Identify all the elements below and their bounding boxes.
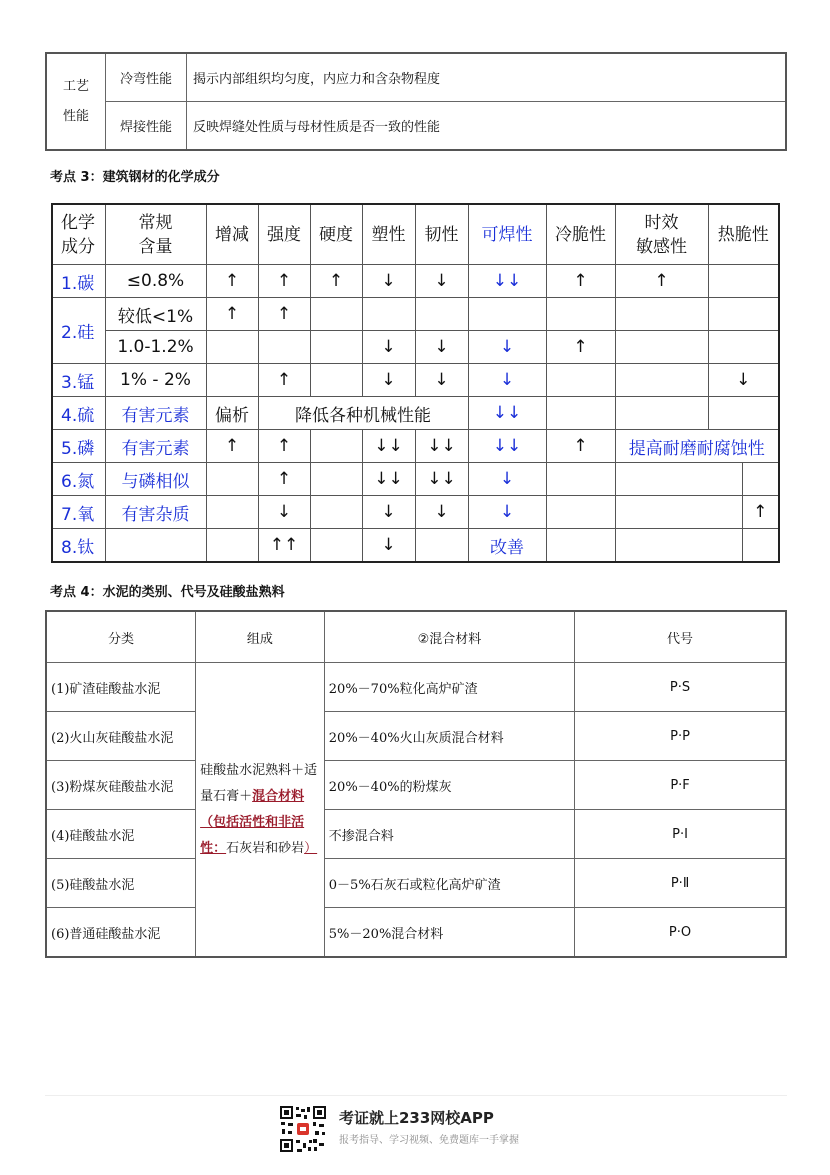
table-cell [105,529,206,563]
table-cell [615,298,708,331]
table-cell [708,331,779,364]
mix-material: 20%－70%粒化高炉矿渣 [324,663,574,712]
table-cell: ↑↑ [258,529,310,563]
element-name: 6.氮 [52,463,105,496]
table-cell: ↓↓ [468,397,546,430]
element-name: 5.磷 [52,430,105,463]
element-name: 4.硫 [52,397,105,430]
table-cell: ↓↓ [468,265,546,298]
table-cell: ↑ [742,496,779,529]
property-desc: 揭示内部组织均匀度，内应力和含杂物程度 [187,53,787,102]
footer-divider [45,1095,787,1096]
table-cell: 有害杂质 [105,496,206,529]
mix-material: 0－5%石灰石或粒化高炉矿渣 [324,859,574,908]
group-cell: 工艺 性能 [46,53,106,150]
table-cell: ↓ [362,364,415,397]
header-cell: 增减 [206,204,258,265]
cement-code: P·F [575,761,786,810]
composition-plain: 硅酸盐水泥熟料＋适量石膏＋ [200,762,318,804]
process-performance-table [45,52,787,151]
table-cell: 1% - 2% [105,364,206,397]
table-cell [546,529,615,563]
mix-material: 不掺混合料 [324,810,574,859]
table-cell: ↓ [468,331,546,364]
cement-code: P·Ⅰ [575,810,786,859]
table-cell: ↑ [258,265,310,298]
element-name: 7.氧 [52,496,105,529]
table-cell: ↓ [362,331,415,364]
header-cell: 热脆性 [708,204,779,265]
table-cell: ↑ [258,364,310,397]
table-cell [615,364,708,397]
property-name: 冷弯性能 [106,53,187,102]
composition-close: ） [304,840,318,856]
table-cell: ↑ [546,331,615,364]
table-cell: ↑ [206,298,258,331]
table-cell [206,331,258,364]
mix-material: 5%－20%混合材料 [324,908,574,958]
table-cell [546,298,615,331]
cement-kind: (6)普通硅酸盐水泥 [46,908,196,958]
header-cell: ②混合材料 [324,611,574,663]
mix-material: 20%－40%的粉煤灰 [324,761,574,810]
table-cell: ↑ [258,463,310,496]
cement-code: P·S [575,663,786,712]
table-cell: ↑ [546,265,615,298]
section-heading-4: 考点 4：水泥的类别、代号及硅酸盐熟料 [50,585,285,600]
table-cell: ↑ [206,430,258,463]
footer-title: 考证就上233网校APP [339,1109,494,1127]
header-cell: 塑性 [362,204,415,265]
header-cell: 代号 [575,611,786,663]
header-cell: 常规 含量 [105,204,206,265]
header-cell: 韧性 [415,204,468,265]
table-cell [468,298,546,331]
table-cell: ↑ [258,298,310,331]
property-name: 焊接性能 [106,102,187,151]
table-cell [206,364,258,397]
table-cell: ↑ [546,430,615,463]
table-cell: ↓ [468,463,546,496]
header-cell: 化学 成分 [52,204,105,265]
table-cell [310,364,362,397]
steel-chemical-composition-table [51,203,780,563]
cement-code: P·P [575,712,786,761]
section-heading-3: 考点 3：建筑钢材的化学成分 [50,170,220,185]
header-cell: 强度 [258,204,310,265]
table-cell [742,463,779,496]
element-name: 1.碳 [52,265,105,298]
table-cell: ↓ [415,265,468,298]
header-cell: 冷脆性 [546,204,615,265]
table-cell: 与磷相似 [105,463,206,496]
table-cell [615,496,742,529]
cement-kind: (5)硅酸盐水泥 [46,859,196,908]
table-cell [615,331,708,364]
table-cell: ↓↓ [415,463,468,496]
table-cell [206,496,258,529]
cement-kind: (2)火山灰硅酸盐水泥 [46,712,196,761]
table-cell [615,397,708,430]
table-cell [258,331,310,364]
table-cell [415,529,468,563]
mix-material: 20%－40%火山灰质混合材料 [324,712,574,761]
table-cell [615,463,742,496]
table-cell: ↓ [258,496,310,529]
composition-after: 石灰岩和砂岩 [226,840,305,856]
table-cell: 较低<1% [105,298,206,331]
header-cell: 可焊性 [468,204,546,265]
table-cell [310,331,362,364]
table-cell [206,463,258,496]
table-cell: ↑ [310,265,362,298]
table-cell: 改善 [468,529,546,563]
property-desc: 反映焊缝处性质与母材性质是否一致的性能 [187,102,787,151]
header-cell: 时效 敏感性 [615,204,708,265]
table-cell: ↓ [468,496,546,529]
table-cell: ↓↓ [362,430,415,463]
table-cell: 提高耐磨耐腐蚀性 [615,430,779,463]
table-cell [206,529,258,563]
table-cell [415,298,468,331]
table-cell [546,463,615,496]
table-cell [362,298,415,331]
table-cell: ↓↓ [362,463,415,496]
element-name: 8.钛 [52,529,105,563]
table-cell: ↑ [258,430,310,463]
cement-kind: (1)矿渣硅酸盐水泥 [46,663,196,712]
composition-cell [196,663,325,958]
table-cell: ↓↓ [415,430,468,463]
composition-highlight: 混合材料（包括活性和非活性： [200,788,305,856]
table-cell: ↓ [415,364,468,397]
qr-code-icon[interactable] [279,1105,327,1153]
table-cell [708,265,779,298]
table-cell: 降低各种机械性能 [258,397,468,430]
table-cell: ↓ [468,364,546,397]
table-cell [615,529,742,563]
cement-kind: (3)粉煤灰硅酸盐水泥 [46,761,196,810]
table-cell [546,397,615,430]
table-cell [310,496,362,529]
cement-kind: (4)硅酸盐水泥 [46,810,196,859]
table-cell: ↓ [362,265,415,298]
table-cell: ↑ [206,265,258,298]
header-cell: 硬度 [310,204,362,265]
table-cell [708,397,779,430]
table-cell [546,364,615,397]
cement-code: P·Ⅱ [575,859,786,908]
table-cell [742,529,779,563]
table-cell [708,298,779,331]
element-name: 3.锰 [52,364,105,397]
table-cell: 1.0-1.2% [105,331,206,364]
cement-types-table [45,610,787,958]
table-cell [546,496,615,529]
table-cell: 有害元素 [105,397,206,430]
table-cell: ↓ [362,496,415,529]
table-cell: 偏析 [206,397,258,430]
table-cell [310,463,362,496]
table-cell: ↑ [615,265,708,298]
table-cell: ↓ [415,331,468,364]
table-cell: ↓ [708,364,779,397]
cement-code: P·O [575,908,786,958]
footer-subtitle: 报考指导、学习视频、免费题库一手掌握 [339,1135,519,1146]
element-name: 2.硅 [52,298,105,364]
header-cell: 组成 [196,611,325,663]
table-cell [310,430,362,463]
table-cell: ↓ [415,496,468,529]
table-cell: ↓↓ [468,430,546,463]
header-cell: 分类 [46,611,196,663]
table-cell: ≤0.8% [105,265,206,298]
table-cell: ↓ [362,529,415,563]
table-cell [310,529,362,563]
table-cell [310,298,362,331]
table-cell: 有害元素 [105,430,206,463]
